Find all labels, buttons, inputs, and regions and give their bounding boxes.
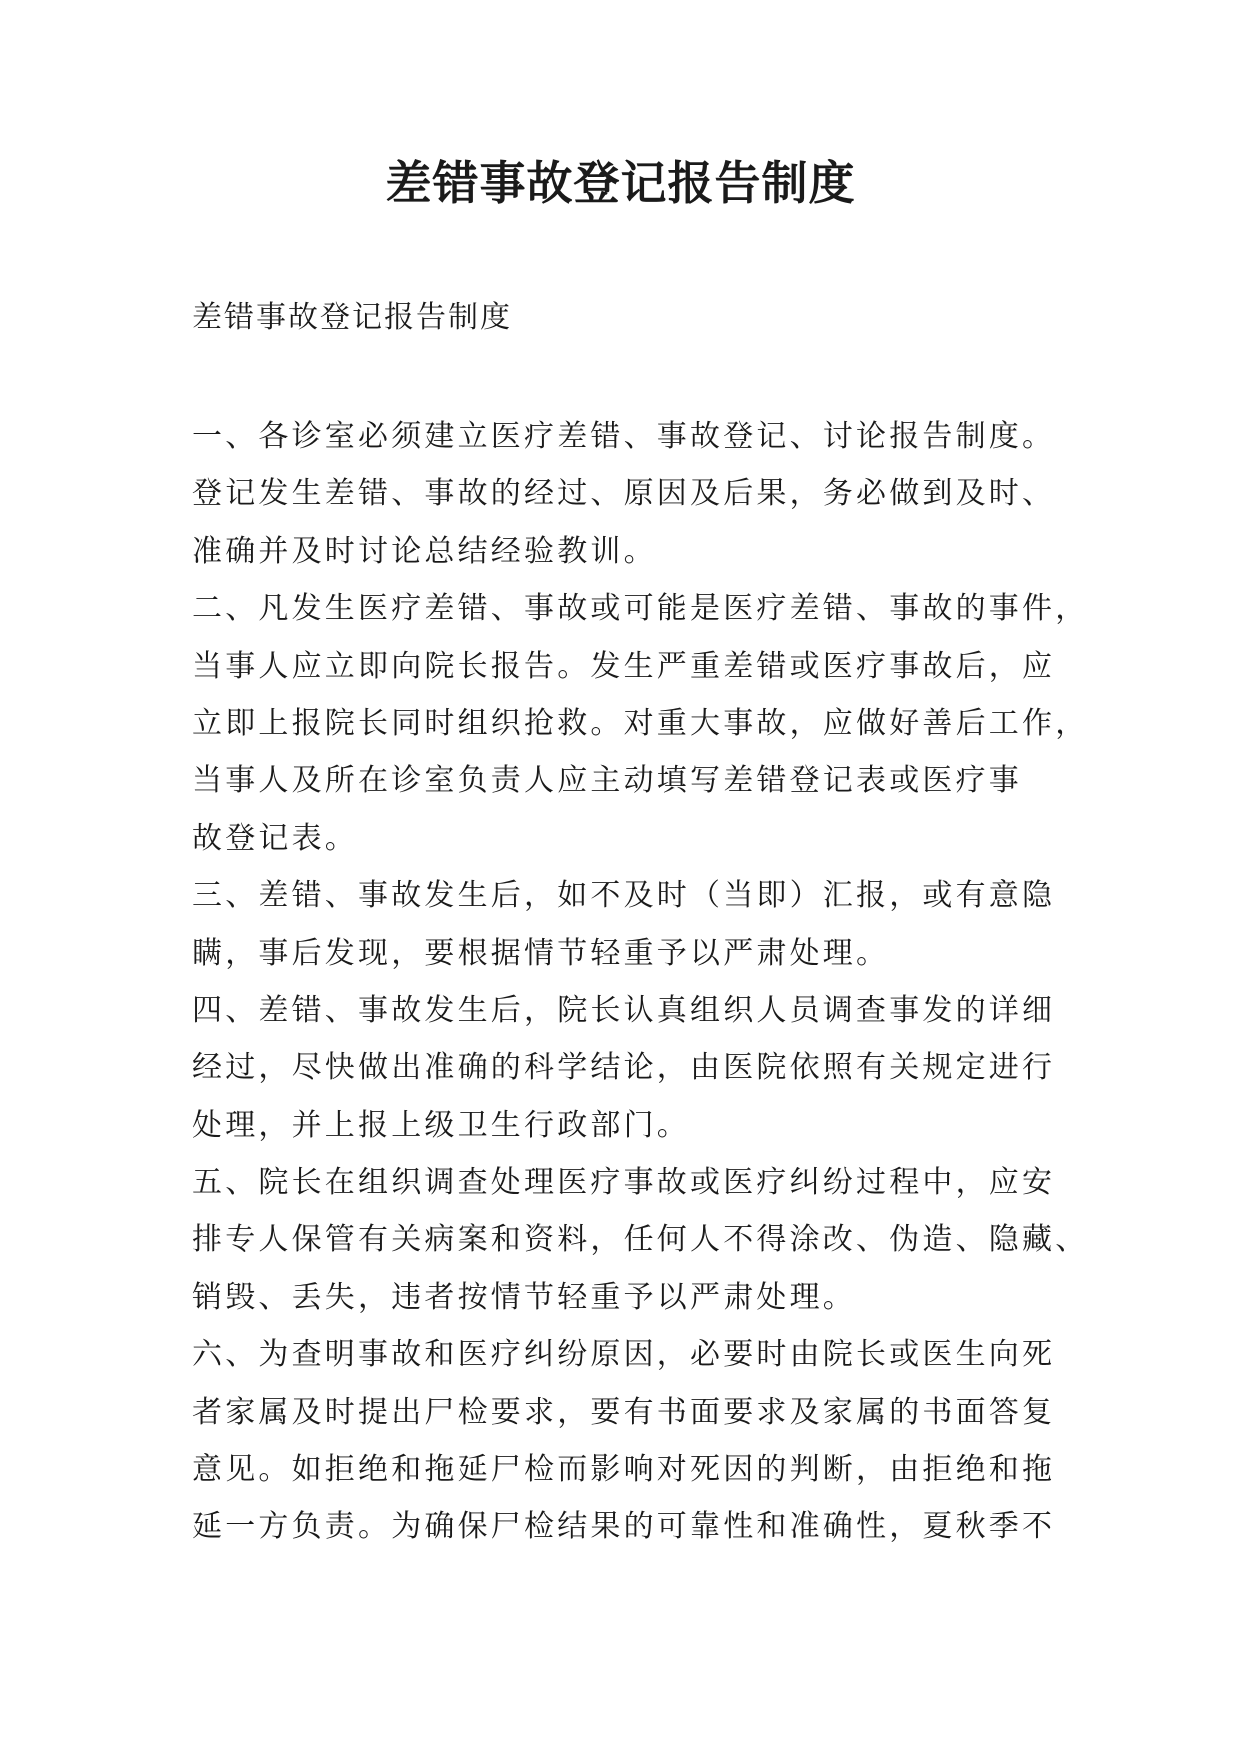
body-line: 排专人保管有关病案和资料，任何人不得涂改、伪造、隐藏、 [192, 1222, 1089, 1258]
body-line: 一、各诊室必须建立医疗差错、事故登记、讨论报告制度。 [192, 419, 1056, 454]
body-line: 立即上报院长同时组织抢救。对重大事故，应做好善后工作， [192, 705, 1089, 741]
body-line: 者家属及时提出尸检要求，要有书面要求及家属的书面答复 [192, 1394, 1056, 1430]
body-line: 当事人及所在诊室负责人应主动填写差错登记表或医疗事 [192, 763, 1022, 799]
body-line: 故登记表。 [192, 820, 358, 856]
body-line: 意见。如拒绝和拖延尸检而影响对死因的判断，由拒绝和拖 [192, 1452, 1056, 1488]
body-line: 登记发生差错、事故的经过、原因及后果，务必做到及时、 [192, 476, 1056, 512]
body-line: 五、院长在组织调查处理医疗事故或医疗纠纷过程中，应安 [192, 1165, 1056, 1201]
body-line: 四、差错、事故发生后，院长认真组织人员调查事发的详细 [192, 992, 1056, 1028]
body-line: 处理，并上报上级卫生行政部门。 [192, 1107, 690, 1143]
body-line: 二、凡发生医疗差错、事故或可能是医疗差错、事故的事件， [192, 591, 1089, 627]
body-line: 经过，尽快做出准确的科学结论，由医院依照有关规定进行 [192, 1050, 1056, 1086]
body-line: 销毁、丢失，违者按情节轻重予以严肃处理。 [192, 1279, 856, 1315]
document-title: 差错事故登记报告制度 [385, 156, 856, 210]
document-body [192, 408, 1089, 1556]
document-subtitle: 差错事故登记报告制度 [192, 300, 512, 335]
body-line: 三、差错、事故发生后，如不及时（当即）汇报，或有意隐 [192, 878, 1056, 914]
body-line: 瞒，事后发现，要根据情节轻重予以严肃处理。 [192, 935, 890, 971]
body-line: 准确并及时讨论总结经验教训。 [192, 533, 657, 569]
body-line: 六、为查明事故和医疗纠纷原因，必要时由院长或医生向死 [192, 1337, 1056, 1373]
body-line: 延一方负责。为确保尸检结果的可靠性和准确性，夏秋季不 [192, 1509, 1056, 1545]
body-line: 当事人应立即向院长报告。发生严重差错或医疗事故后，应 [192, 648, 1056, 684]
